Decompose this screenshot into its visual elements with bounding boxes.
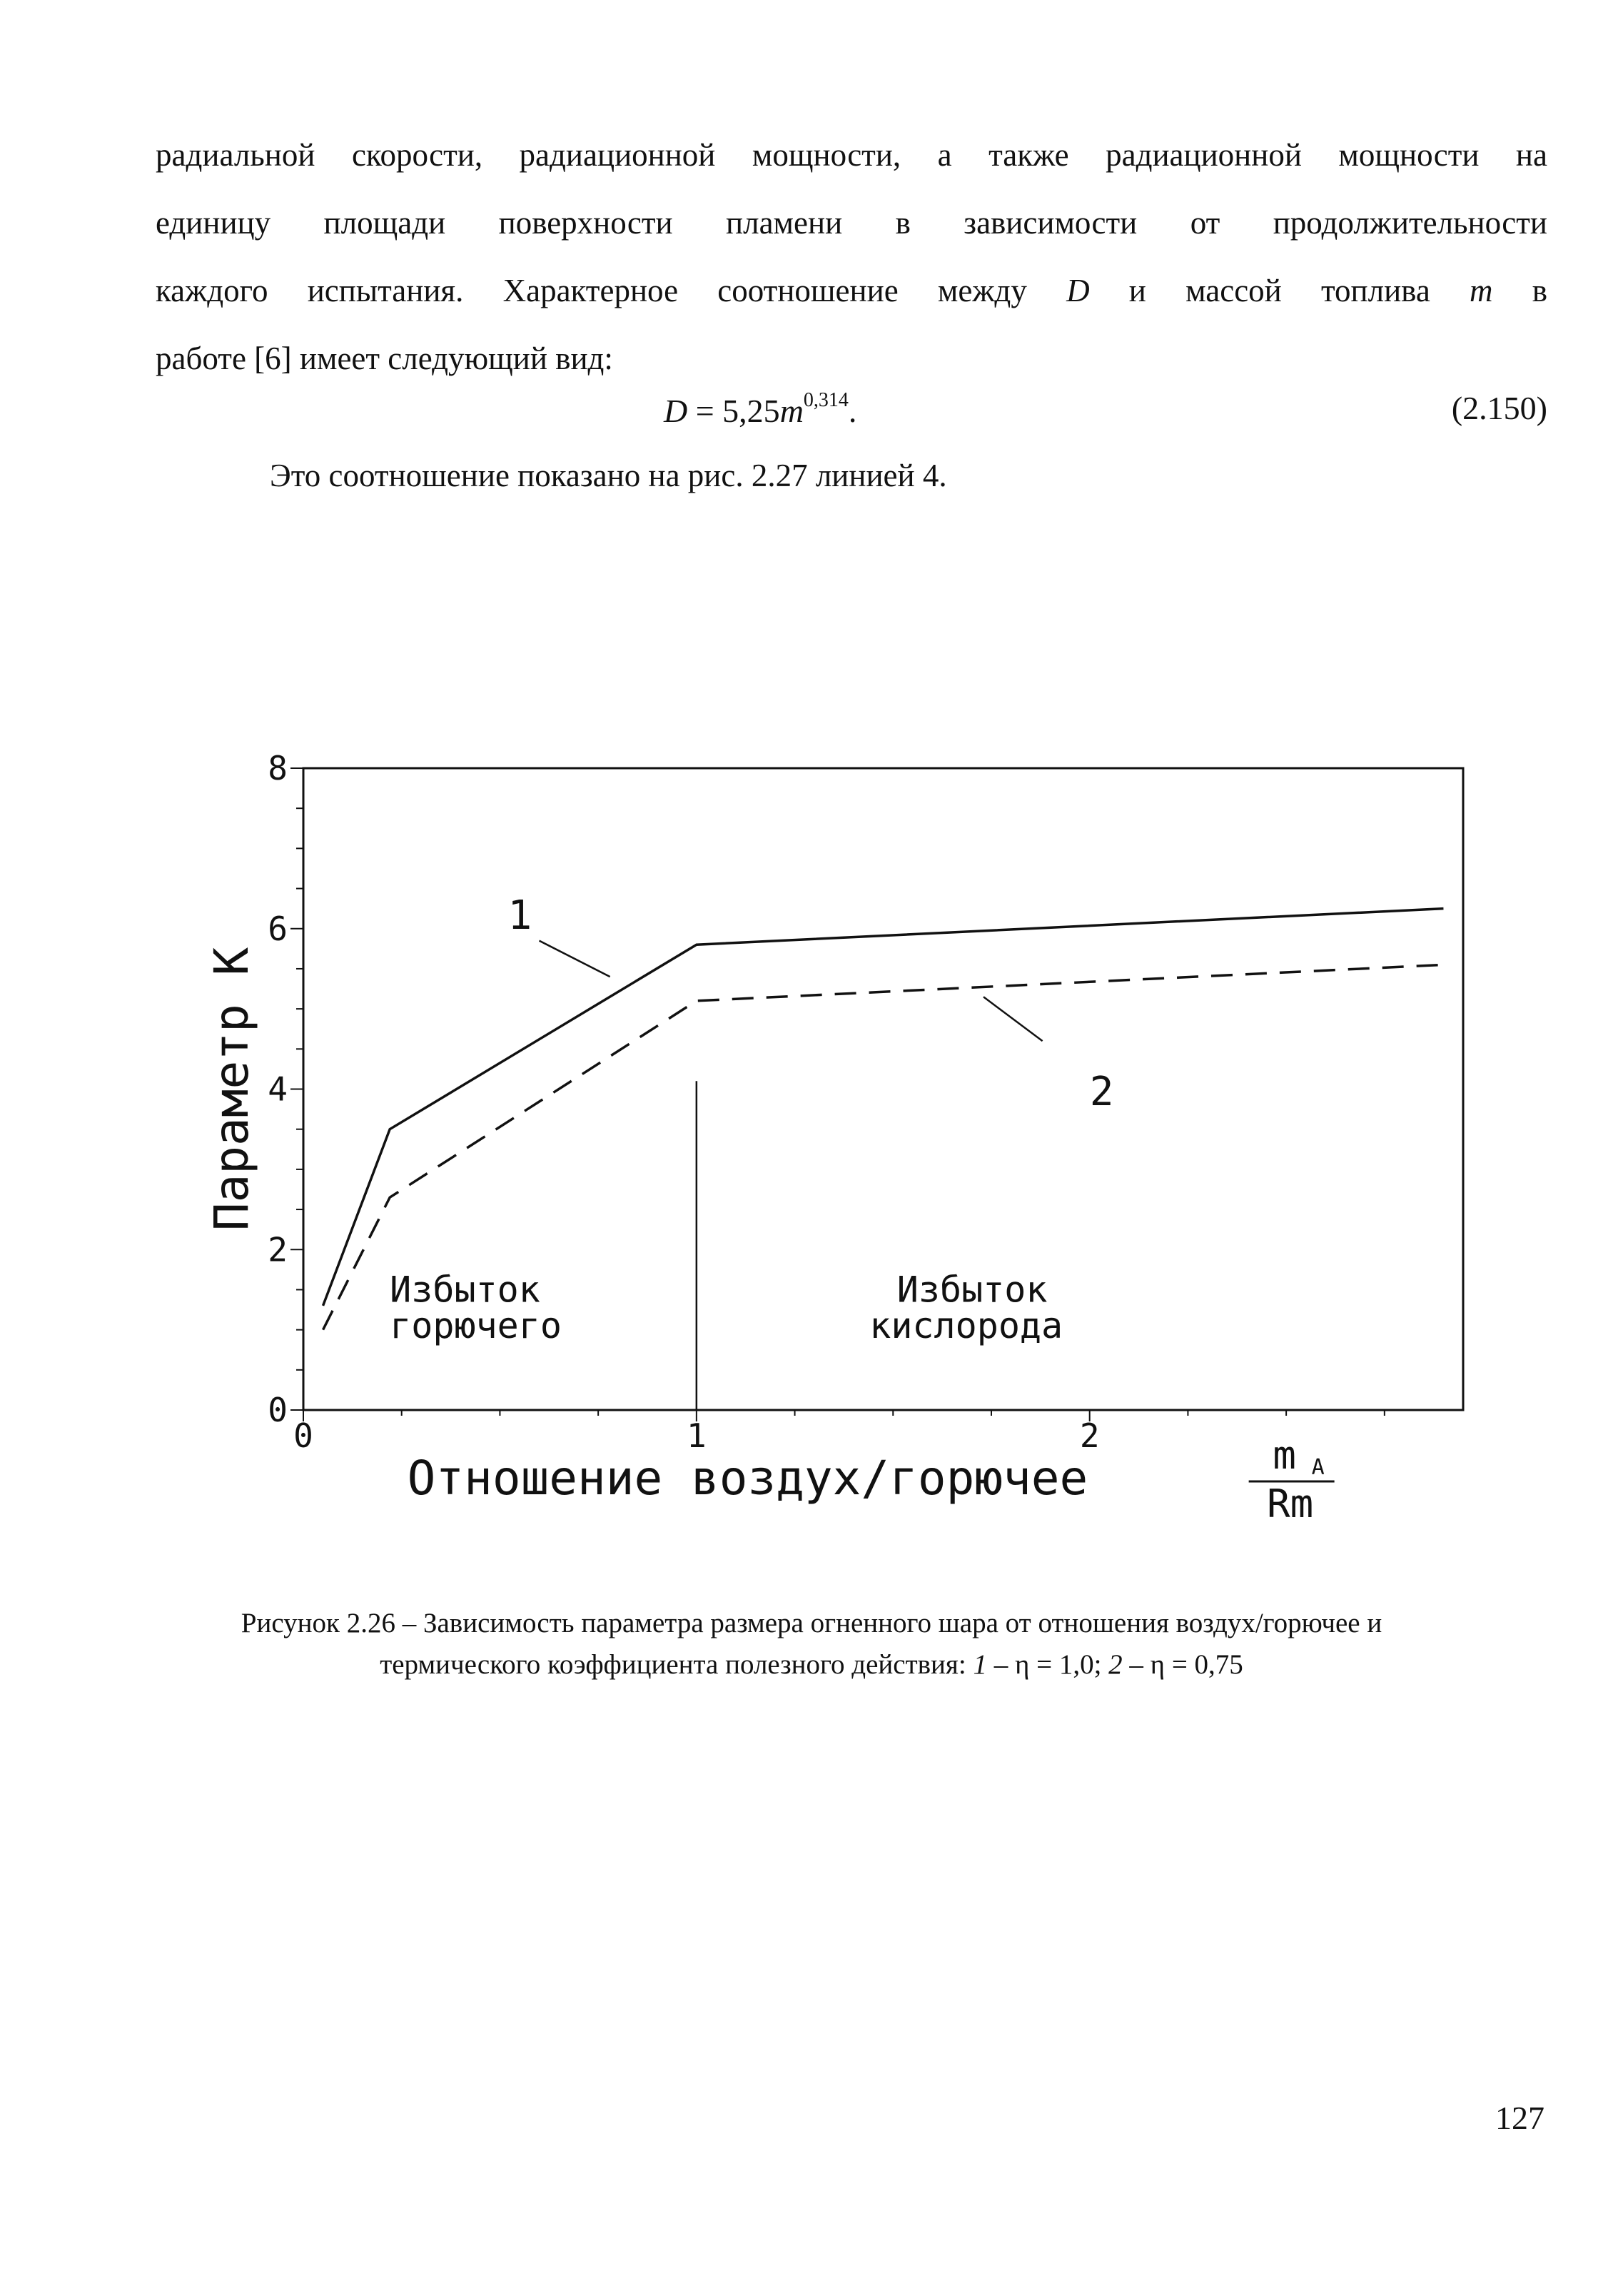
text-line: каждого испытания. Характерное соотношение между D и массой топлива m в [156, 273, 1548, 308]
x-tick-label: 2 [1079, 1416, 1100, 1455]
y-tick-label: 4 [268, 1069, 288, 1109]
region-right-label: кислорода [869, 1304, 1063, 1346]
x-tick-label: 1 [686, 1416, 707, 1455]
region-left-label: Избыток [390, 1269, 540, 1311]
series-1-line [323, 909, 1444, 1306]
text-line: единицу площади поверхности пламени в зависимости от продолжительности [156, 205, 1547, 241]
x-axis-label: Отношение воздух/горючее [407, 1451, 1088, 1506]
y-tick-label: 2 [268, 1230, 288, 1269]
text-line: работе [6] имеет следующий вид: [156, 341, 613, 376]
region-right-label: Избыток [896, 1269, 1048, 1311]
y-tick-label: 6 [268, 909, 288, 948]
formula: $D = 5,25m^{0,314}$. [664, 389, 857, 429]
figure-caption [107, 1603, 1516, 1686]
x-fraction-denominator: Rm [1267, 1481, 1314, 1526]
y-tick-label: 0 [268, 1391, 288, 1429]
series-1-annotation: 1 [507, 892, 532, 939]
caption-line: термического коэффициента полезного действия: 1 – η = 1,0; 2 – η = 0,75 [380, 1649, 1243, 1680]
series-1-leader [540, 941, 610, 977]
y-tick-label: 8 [268, 749, 288, 787]
x-tick-label: 0 [293, 1416, 313, 1455]
chart [171, 735, 1513, 1578]
x-fraction-subscript: A [1311, 1455, 1325, 1480]
x-fraction-numerator: m [1273, 1433, 1296, 1478]
body-paragraph-2: Это соотношение показано на рис. 2.27 линией 4. [270, 458, 947, 493]
region-left-label: горючего [390, 1304, 562, 1346]
caption-line: Рисунок 2.26 – Зависимость параметра размера огненного шара от отношения воздух/горючее и [241, 1608, 1382, 1638]
series-2-leader [984, 997, 1043, 1041]
text-line: радиальной скорости, радиационной мощности, а также радиационной мощности на [156, 137, 1547, 173]
body-paragraph [156, 121, 1547, 393]
y-axis-label: Параметр K [204, 947, 259, 1232]
series-2-annotation: 2 [1089, 1068, 1114, 1115]
equation-number: (2.150) [1451, 390, 1547, 426]
page-number: 127 [1495, 2100, 1544, 2136]
